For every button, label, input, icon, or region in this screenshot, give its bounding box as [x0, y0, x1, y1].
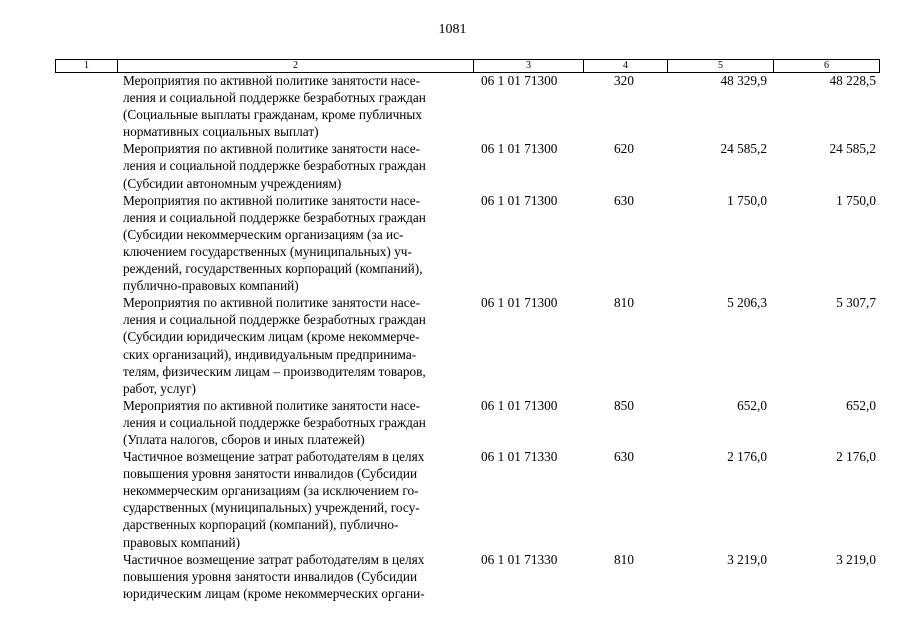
table-body: [0, 72, 905, 602]
header-col-4: 4: [584, 60, 668, 72]
header-col-6: 6: [774, 60, 880, 72]
row-sum-col6: 1 750,0: [836, 192, 876, 208]
row-sum-col6: 24 585,2: [829, 141, 876, 157]
row-expense-type: 850: [614, 397, 634, 413]
row-sum-col5: 2 176,0: [727, 449, 767, 465]
table-row: [0, 551, 905, 602]
row-expense-type: 620: [614, 141, 634, 157]
row-description: Частичное возмещение затрат работодателям в целях повышения уровня занятости инвалидов (Субсидии юридическим лицам (кроме некоммерческих органи-: [123, 551, 425, 601]
header-col-1: 1: [56, 60, 118, 72]
row-description: Мероприятия по активной политике занятости насе- ления и социальной поддержке безработных граждан (Субсидии автономным учреждениям): [123, 141, 426, 191]
header-col-3: 3: [474, 60, 584, 72]
row-sum-col6: 5 307,7: [836, 295, 876, 311]
row-sum-col5: 48 329,9: [720, 73, 767, 88]
table-header: [55, 59, 880, 73]
row-code: 06 1 01 71330: [481, 449, 558, 465]
table-row: [0, 140, 905, 191]
row-description: Мероприятия по активной политике занятости насе- ления и социальной поддержке безработных граждан (Субсидии некоммерческим организациям (за ис- ключением государственных (муниципальных) уч- реждений, государственных корпораций (компаний), публично-правовых компаний): [123, 192, 426, 294]
row-description: Частичное возмещение затрат работодателям в целях повышения уровня занятости инвалидов (Субсидии некоммерческим организациям (за исключением го- сударственных (муниципальных) учреждений, госу- дарственных корпораций (компаний), публично- правовых компаний): [123, 449, 425, 550]
row-description: Мероприятия по активной политике занятости насе- ления и социальной поддержке безработных граждан (Уплата налогов, сборов и иных платежей): [123, 397, 426, 447]
row-code: 06 1 01 71300: [481, 295, 558, 311]
header-col-2: 2: [118, 60, 474, 72]
table-row: [0, 448, 905, 551]
row-expense-type: 630: [614, 449, 634, 465]
table-row: [0, 397, 905, 448]
row-sum-col5: 3 219,0: [727, 551, 767, 567]
row-sum-col5: 1 750,0: [727, 192, 767, 208]
row-sum-col6: 3 219,0: [836, 551, 876, 567]
row-code: 06 1 01 71300: [481, 73, 558, 88]
row-description: Мероприятия по активной политике занятости насе- ления и социальной поддержке безработных граждан (Субсидии юридическим лицам (кроме некоммерче- ских организаций), индивидуальным предпринима- телям, физическим лицам – производителям товаров, работ, услуг): [123, 295, 426, 396]
page-number: 1081: [438, 22, 467, 37]
row-sum-col5: 24 585,2: [720, 141, 767, 157]
table-row: [0, 294, 905, 397]
row-code: 06 1 01 71300: [481, 192, 558, 208]
row-expense-type: 810: [614, 551, 634, 567]
row-sum-col6: 2 176,0: [836, 449, 876, 465]
row-code: 06 1 01 71300: [481, 397, 558, 413]
row-sum-col6: 652,0: [846, 397, 876, 413]
row-sum-col5: 5 206,3: [727, 295, 767, 311]
row-expense-type: 810: [614, 295, 634, 311]
row-sum-col5: 652,0: [737, 397, 767, 413]
row-code: 06 1 01 71330: [481, 551, 558, 567]
row-expense-type: 320: [614, 73, 634, 88]
row-description: Мероприятия по активной политике занятости насе- ления и социальной поддержке безработных граждан (Социальные выплаты гражданам, кроме публичных нормативных социальных выплат): [123, 73, 426, 140]
row-code: 06 1 01 71300: [481, 141, 558, 157]
table-row: [0, 192, 905, 295]
row-sum-col6: 48 228,5: [829, 73, 876, 88]
row-expense-type: 630: [614, 192, 634, 208]
header-col-5: 5: [668, 60, 774, 72]
table-row: [0, 72, 905, 140]
